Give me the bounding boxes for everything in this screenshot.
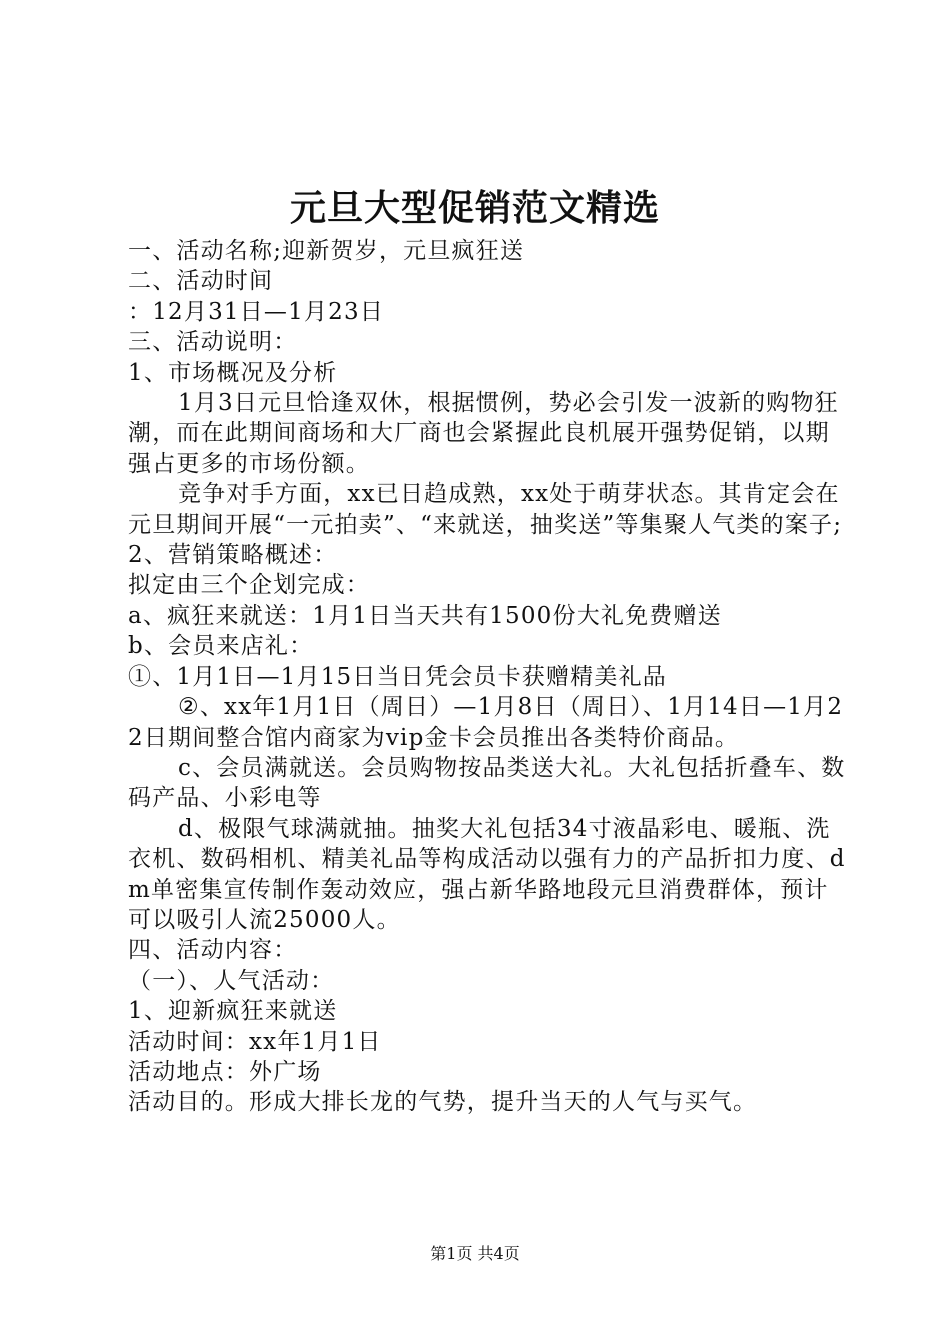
paragraph-new-year-giveaway: 1、迎新疯狂来就送: [128, 998, 338, 1025]
paragraph-plan-b-2: ②、xx年1月1日（周日）—1月8日（周日）、1月14日—1月22日期间整合馆内商家为vip金卡会员推出各类特价商品。: [128, 694, 844, 751]
paragraph-activity-content-heading: 四、活动内容：: [128, 937, 298, 964]
paragraph-event-purpose: 活动目的。形成大排长龙的气势，提升当天的人气与买气。: [128, 1089, 758, 1116]
paragraph-strategy-heading: 2、营销策略概述：: [128, 542, 338, 569]
document-title: 元旦大型促销范文精选: [289, 187, 660, 229]
document-body: [128, 236, 850, 1118]
paragraph-plan-b-1: ①、1月1日—1月15日当日凭会员卡获赠精美礼品: [128, 663, 667, 690]
paragraph-event-location: 活动地点：外广场: [128, 1058, 322, 1085]
paragraph-market-overview: 1月3日元旦恰逢双休，根据惯例，势必会引发一波新的购物狂潮，而在此期间商场和大厂商也会紧握此良机展开强势促销，以期强占更多的市场份额。: [128, 390, 839, 477]
paragraph-competitors: 竞争对手方面，xx已日趋成熟，xx处于萌芽状态。其肯定会在元旦期间开展“一元拍卖”、“来就送，抽奖送”等集聚人气类的案子;: [128, 481, 843, 538]
paragraph-plan-b: b、会员来店礼：: [128, 633, 314, 660]
paragraph-activity-time: ：12月31日—1月23日: [128, 298, 385, 325]
paragraph-plan-c: c、会员满就送。会员购物按品类送大礼。大礼包括折叠车、数码产品、小彩电等: [128, 754, 846, 812]
paragraph-activity-description-heading: 三、活动说明：: [128, 329, 298, 356]
paragraph-market-overview-heading: 1、市场概况及分析: [128, 359, 338, 386]
paragraph-event-time: 活动时间：xx年1月1日: [128, 1028, 382, 1055]
paragraph-activity-name: 一、活动名称;迎新贺岁，元旦疯狂送: [128, 238, 525, 264]
page-number-footer: 第1页 共4页: [430, 1244, 520, 1263]
paragraph-three-plans: 拟定由三个企划完成：: [128, 572, 370, 599]
paragraph-popularity-activities: （一）、人气活动：: [128, 967, 335, 994]
paragraph-plan-a: a、疯狂来就送：1月1日当天共有1500份大礼免费赠送: [128, 602, 722, 629]
paragraph-activity-time-heading: 二、活动时间: [128, 268, 274, 295]
paragraph-plan-d: d、极限气球满就抽。抽奖大礼包括34寸液晶彩电、暖瓶、洗衣机、数码相机、精美礼品等构成活动以强有力的产品折扣力度、dm单密集宣传制作轰动效应，强占新华路地段元旦消费群体，预计可以吸引人流25000人。: [128, 815, 846, 933]
